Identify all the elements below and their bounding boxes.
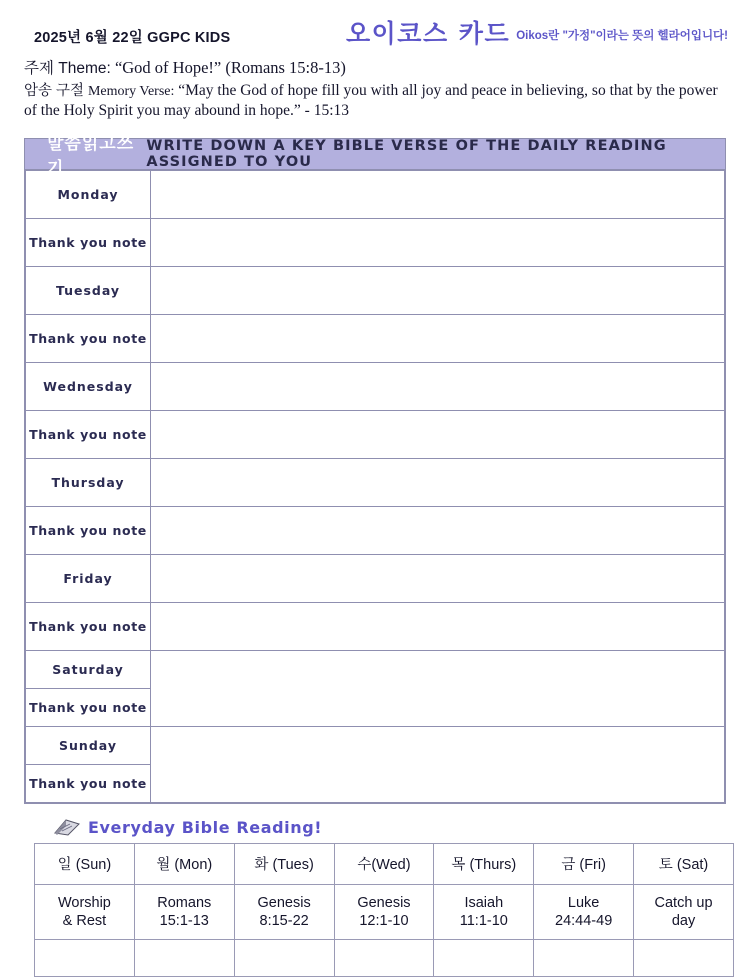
reading-header-tues: 화 (Tues) [234, 843, 334, 884]
reading-cell-mon: Romans 15:1-13 [134, 884, 234, 939]
day-label-tuesday: Tuesday [26, 266, 151, 314]
reading-header-sat: 토 (Sat) [634, 843, 734, 884]
reading-section-header [54, 818, 732, 837]
note-label-wednesday: Thank you note [26, 410, 151, 458]
reading-header-wed: 수(Wed) [334, 843, 434, 884]
day-label-saturday: Saturday [26, 650, 151, 688]
table-row [26, 314, 725, 362]
reading-cell-sun: Worship & Rest [35, 884, 135, 939]
write-section [24, 133, 726, 804]
date-line: 2025년 6월 22일 GGPC KIDS [34, 30, 231, 46]
oikos-definition-note: Oikos란 "가정"이라는 뜻의 헬라어입니다! [516, 30, 728, 42]
table-row [26, 726, 725, 764]
page-header [24, 12, 732, 52]
verse-entry-thursday[interactable] [151, 458, 725, 506]
day-label-wednesday: Wednesday [26, 362, 151, 410]
reading-cell-wed: Genesis 12:1-10 [334, 884, 434, 939]
table-row [26, 602, 725, 650]
table-row [35, 939, 734, 976]
note-label-friday: Thank you note [26, 602, 151, 650]
table-row [26, 554, 725, 602]
verse-entry-tuesday[interactable] [151, 266, 725, 314]
table-row [26, 266, 725, 314]
verse-entry-saturday[interactable] [151, 650, 725, 726]
verse-entry-wednesday[interactable] [151, 362, 725, 410]
reading-check-thurs[interactable] [434, 939, 534, 976]
write-section-band [25, 133, 725, 179]
reading-section-title: Everyday Bible Reading! [88, 817, 323, 837]
theme-line [24, 56, 732, 78]
table-row [26, 650, 725, 688]
reading-cell-fri: Luke 24:44-49 [534, 884, 634, 939]
reading-cell-sat: Catch up day [634, 884, 734, 939]
memory-verse-block [24, 81, 732, 122]
memory-verse-text: “May the God of hope fill you with all joy and peace in believing, so that by the power of the Holy Spirit you may abound in hope.” - 15:13 [24, 82, 718, 120]
note-entry-thursday[interactable] [151, 506, 725, 554]
reading-section [34, 843, 734, 977]
reading-check-sat[interactable] [634, 939, 734, 976]
day-label-sunday: Sunday [26, 726, 151, 764]
reading-check-mon[interactable] [134, 939, 234, 976]
verse-entry-friday[interactable] [151, 554, 725, 602]
verse-entry-sunday[interactable] [151, 726, 725, 802]
note-label-monday: Thank you note [26, 218, 151, 266]
memory-verse-label-en: Memory Verse: [87, 84, 175, 99]
verse-entry-monday[interactable] [151, 170, 725, 218]
reading-check-sun[interactable] [35, 939, 135, 976]
note-label-tuesday: Thank you note [26, 314, 151, 362]
write-grid [25, 170, 725, 803]
table-row [35, 884, 734, 939]
reading-check-wed[interactable] [334, 939, 434, 976]
note-entry-friday[interactable] [151, 602, 725, 650]
theme-text: “God of Hope!” (Romans 15:8-13) [114, 58, 346, 77]
memory-verse-label-ko: 암송 구절 [24, 83, 85, 99]
theme-label: 주제 Theme: [24, 60, 111, 77]
book-icon [54, 818, 80, 836]
day-label-thursday: Thursday [26, 458, 151, 506]
day-label-friday: Friday [26, 554, 151, 602]
reading-cell-thurs: Isaiah 11:1-10 [434, 884, 534, 939]
reading-grid [34, 843, 734, 977]
write-section-band-ko: 말씀읽고쓰기 [47, 133, 135, 179]
note-entry-wednesday[interactable] [151, 410, 725, 458]
table-row [26, 410, 725, 458]
note-label-saturday: Thank you note [26, 688, 151, 726]
note-label-thursday: Thank you note [26, 506, 151, 554]
page-title: 오이코스 카드 [346, 19, 511, 48]
reading-header-mon: 월 (Mon) [134, 843, 234, 884]
day-label-monday: Monday [26, 170, 151, 218]
note-entry-monday[interactable] [151, 218, 725, 266]
reading-check-tues[interactable] [234, 939, 334, 976]
note-entry-tuesday[interactable] [151, 314, 725, 362]
table-row [26, 506, 725, 554]
note-label-sunday: Thank you note [26, 764, 151, 802]
table-row [35, 843, 734, 884]
reading-cell-tues: Genesis 8:15-22 [234, 884, 334, 939]
reading-header-fri: 금 (Fri) [534, 843, 634, 884]
table-row [26, 362, 725, 410]
reading-header-sun: 일 (Sun) [35, 843, 135, 884]
reading-header-thurs: 목 (Thurs) [434, 843, 534, 884]
reading-check-fri[interactable] [534, 939, 634, 976]
write-section-band-en: WRITE DOWN A KEY BIBLE VERSE OF THE DAILY READING ASSIGNED TO YOU [146, 137, 667, 170]
table-row [26, 218, 725, 266]
table-row [26, 458, 725, 506]
